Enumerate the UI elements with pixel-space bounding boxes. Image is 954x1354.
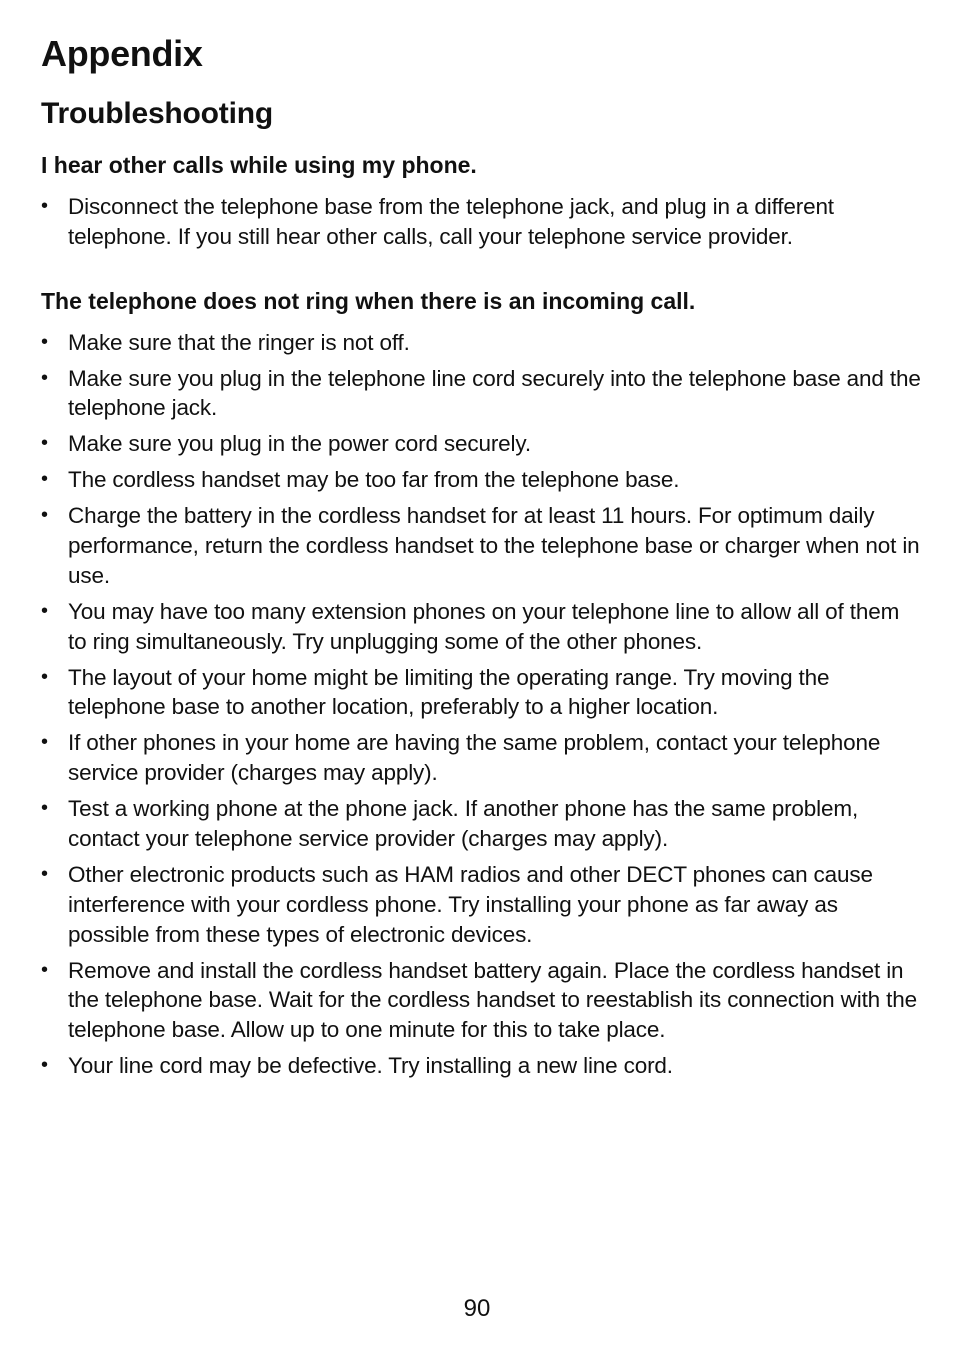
section-title: Troubleshooting (41, 97, 273, 130)
list-item (41, 956, 921, 1045)
bullet-icon: • (41, 195, 48, 217)
list-item-text: Test a working phone at the phone jack. If another phone has the same problem, contact your telephone service provider (charges may apply). (68, 796, 859, 852)
list-item (41, 429, 921, 459)
bullet-icon: • (41, 366, 48, 389)
list-item-text: If other phones in your home are having the same problem, contact your telephone service provider (charges may apply). (68, 730, 881, 786)
list-item (41, 501, 921, 590)
bullet-icon: • (41, 665, 48, 688)
issue-list-other-calls (41, 192, 921, 252)
bullet-icon: • (41, 1054, 48, 1077)
bullet-icon: • (41, 468, 48, 491)
list-item-text: Make sure you plug in the power cord securely. (68, 431, 531, 457)
page-number: 90 (463, 1295, 491, 1322)
bullet-icon: • (41, 958, 48, 981)
list-item (41, 364, 921, 424)
bullet-icon: • (41, 432, 48, 455)
list-item-text: Make sure you plug in the telephone line cord securely into the telephone base and the telephone jack. (68, 365, 921, 421)
page-title: Appendix (41, 33, 203, 74)
list-item-text: The cordless handset may be too far from the telephone base. (68, 467, 680, 493)
bullet-icon: • (41, 599, 48, 622)
bullet-icon: • (41, 731, 48, 754)
bullet-icon: • (41, 504, 48, 527)
list-item (41, 328, 921, 358)
list-item (41, 192, 921, 252)
list-item-text: Make sure that the ringer is not off. (68, 329, 410, 355)
bullet-icon: • (41, 797, 48, 820)
list-item (41, 1051, 921, 1081)
list-item-text: Remove and install the cordless handset battery again. Place the cordless handset in the telephone base. Wait for the cordless handset to reestablish its connection with the telephone base. Allow up to one minute for this to take place. (68, 957, 917, 1043)
list-item (41, 465, 921, 495)
list-item-text: Charge the battery in the cordless handset for at least 11 hours. For optimum daily performance, return the cordless handset to the telephone base or charger when not in use. (68, 503, 920, 588)
bullet-icon: • (41, 330, 48, 353)
list-item-text: You may have too many extension phones on your telephone line to allow all of them to ring simultaneously. Try unplugging some of the other phones. (68, 598, 900, 654)
list-item-text: Your line cord may be defective. Try installing a new line cord. (68, 1053, 673, 1079)
list-item-text: The layout of your home might be limiting the operating range. Try moving the telephone base to another location, preferably to a higher location. (68, 664, 830, 720)
list-item-text: Other electronic products such as HAM radios and other DECT phones can cause interference with your cordless phone. Try installing your phone as far away as possible from these types of electronic devices. (68, 862, 873, 947)
list-item (41, 728, 921, 788)
page-content (41, 30, 921, 1087)
list-item (41, 860, 921, 949)
list-item-text: Disconnect the telephone base from the telephone jack, and plug in a different telephone. If you still hear other calls, call your telephone service provider. (68, 194, 834, 249)
list-item (41, 663, 921, 723)
bullet-icon: • (41, 863, 48, 886)
list-item (41, 794, 921, 854)
issue-heading-no-ring: The telephone does not ring when there is an incoming call. (41, 287, 696, 314)
issue-list-no-ring (41, 328, 921, 1081)
list-item (41, 597, 921, 657)
issue-heading-other-calls: I hear other calls while using my phone. (41, 152, 477, 178)
